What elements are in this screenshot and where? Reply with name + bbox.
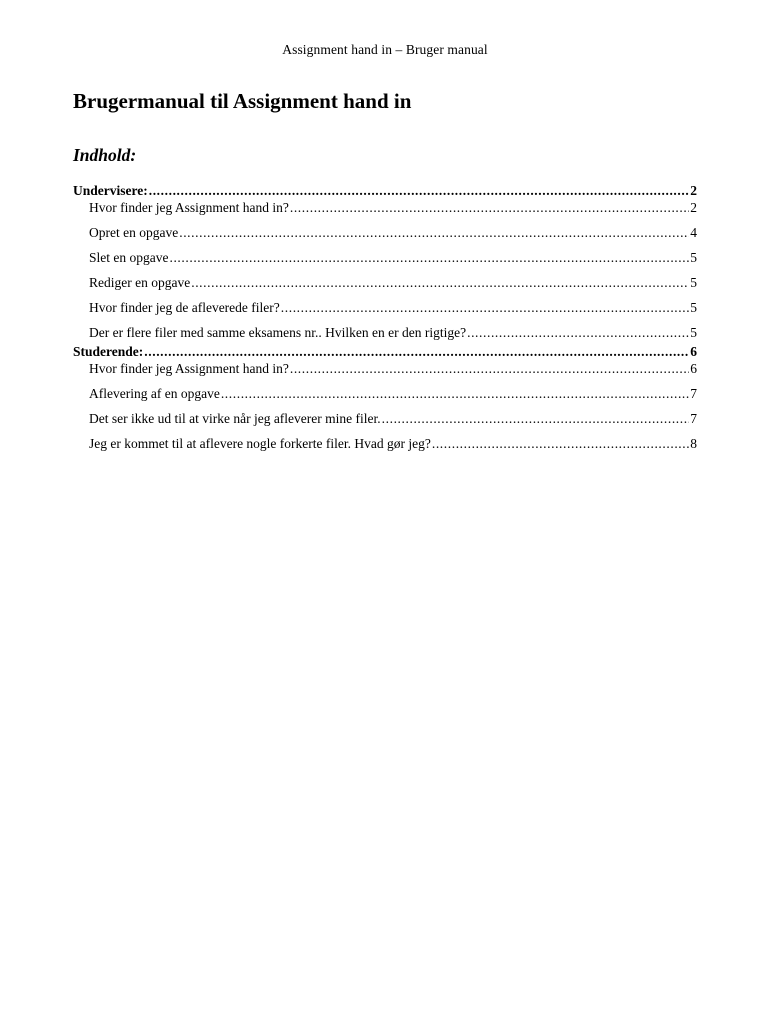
toc-item-label: Der er flere filer med samme eksamens nr.. Hvilken en er den rigtige? [89, 325, 467, 340]
toc-page-number: 5 [690, 325, 697, 340]
toc-heading: Indhold: [73, 145, 137, 165]
toc-item[interactable] [73, 299, 697, 316]
toc-page-number: 5 [690, 300, 697, 315]
toc-item[interactable] [73, 410, 697, 427]
toc-item-label: Jeg er kommet til at aflevere nogle forkerte filer. Hvad gør jeg? [89, 436, 431, 451]
toc-page-number: 4 [690, 225, 697, 240]
toc-leader-dots [221, 385, 689, 402]
toc-page-number: 5 [690, 275, 697, 290]
toc-section-undervisere[interactable] [73, 182, 697, 199]
toc-leader-dots [467, 324, 689, 341]
toc-item-label: Slet en opgave [89, 250, 169, 265]
toc-leader-dots [290, 360, 689, 377]
toc-section-label: Studerende: [73, 344, 144, 359]
toc-item-label: Hvor finder jeg Assignment hand in? [89, 361, 289, 376]
toc-item-label: Det ser ikke ud til at virke når jeg afleverer mine filer. [89, 411, 381, 426]
document-title: Brugermanual til Assignment hand in [73, 89, 412, 113]
toc-leader-dots [149, 182, 690, 199]
toc-item[interactable] [73, 385, 697, 402]
table-of-contents [73, 182, 697, 452]
toc-section-studerende[interactable] [73, 343, 697, 360]
toc-item[interactable] [73, 435, 697, 452]
toc-item[interactable] [73, 224, 697, 241]
toc-item[interactable] [73, 199, 697, 216]
toc-leader-dots [281, 299, 689, 316]
toc-page-number: 2 [690, 200, 697, 215]
toc-item-label: Hvor finder jeg Assignment hand in? [89, 200, 289, 215]
toc-leader-dots [179, 224, 689, 241]
toc-item-label: Hvor finder jeg de afleverede filer? [89, 300, 280, 315]
toc-section-label: Undervisere: [73, 183, 148, 198]
toc-page-number: 7 [690, 411, 697, 426]
toc-leader-dots [144, 343, 689, 360]
toc-item-label: Opret en opgave [89, 225, 179, 240]
toc-leader-dots [169, 249, 689, 266]
toc-leader-dots [382, 410, 690, 427]
toc-item[interactable] [73, 249, 697, 266]
toc-leader-dots [191, 274, 689, 291]
toc-page-number: 2 [690, 183, 697, 198]
toc-page-number: 6 [690, 344, 697, 359]
toc-leader-dots [432, 435, 689, 452]
toc-page-number: 7 [690, 386, 697, 401]
toc-page-number: 8 [690, 436, 697, 451]
toc-page-number: 6 [690, 361, 697, 376]
running-header: Assignment hand in – Bruger manual [282, 42, 488, 57]
toc-leader-dots [290, 199, 689, 216]
toc-item-label: Rediger en opgave [89, 275, 191, 290]
toc-item[interactable] [73, 324, 697, 341]
toc-item[interactable] [73, 360, 697, 377]
toc-item-label: Aflevering af en opgave [89, 386, 220, 401]
toc-page-number: 5 [690, 250, 697, 265]
toc-item[interactable] [73, 274, 697, 291]
